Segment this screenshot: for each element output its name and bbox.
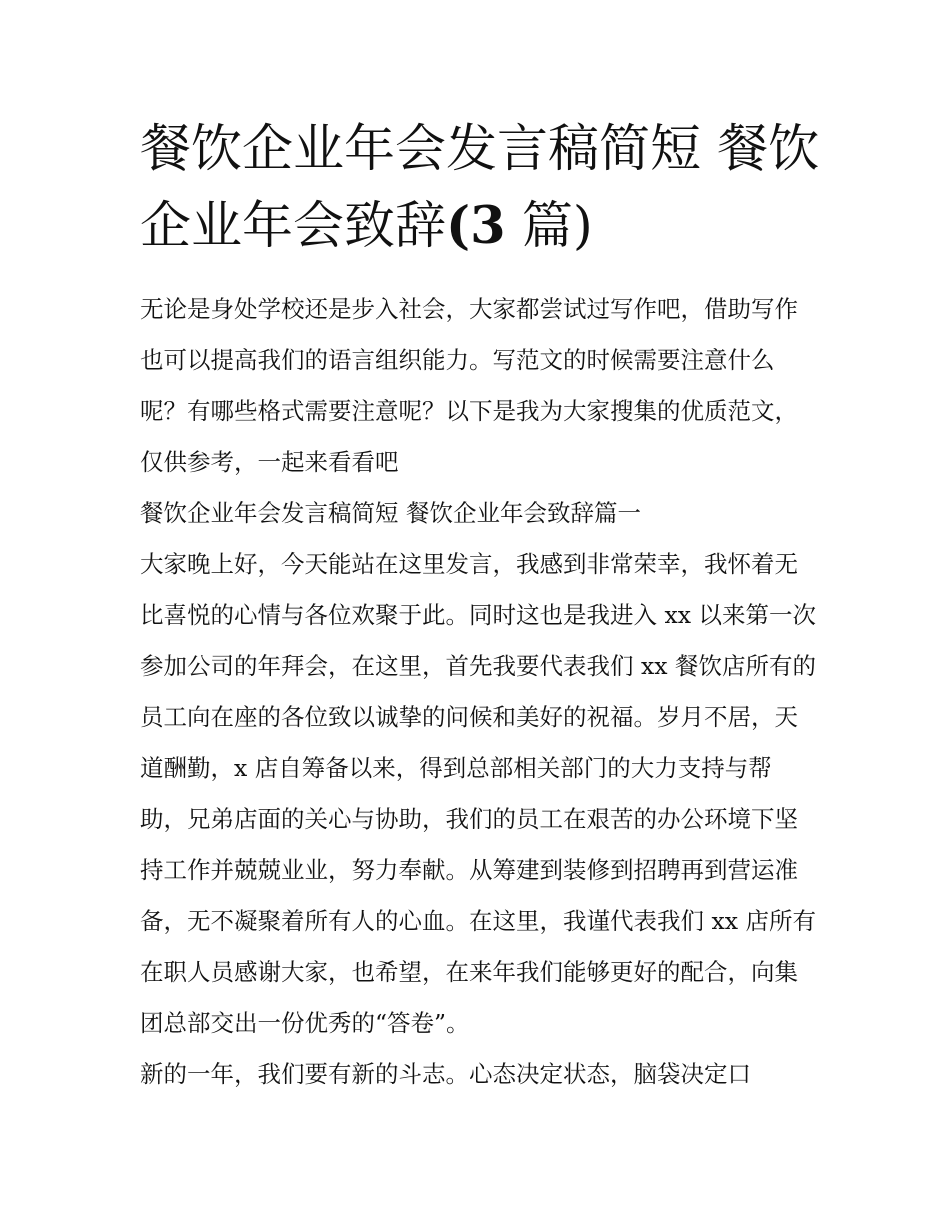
title-text: 餐饮企业年会发言稿简短 餐饮企业年会致辞 [140, 120, 820, 256]
section-heading: 餐饮企业年会发言稿简短 餐饮企业年会致辞篇一 [140, 499, 641, 527]
title-count: (3 [446, 196, 506, 256]
title-suffix: 篇) [505, 197, 593, 256]
document-title [140, 112, 820, 265]
speech-paragraph: 大家晚上好，今天能站在这里发言，我感到非常荣幸，我怀着无比喜悦的心情与各位欢聚于此。同时这也是我进入 xx 以来第一次参加公司的年拜会，在这里，首先我要代表我们 xx 餐饮店所有的员工向在座的各位致以诚挚的问候和美好的祝福。岁月不居，天道酬勤，x 店自筹备以来，得到总部相关部门的大力支持与帮助，兄弟店面的关心与协助，我们的员工在艰苦的办公环境下坚持工作并兢兢业业，努力奉献。从筹建到装修到招聘再到营运准备，无不凝聚着所有人的心血。在这里，我谨代表我们 xx 店所有在职人员感谢大家，也希望，在来年我们能够更好的配合，向集团总部交出一份优秀的“答卷”。 [140, 550, 816, 1037]
intro-paragraph: 无论是身处学校还是步入社会，大家都尝试过写作吧，借助写作也可以提高我们的语言组织能力。写范文的时候需要注意什么呢？有哪些格式需要注意呢？以下是我为大家搜集的优质范文，仅供参考，一起来看看吧 [140, 295, 798, 476]
speech-paragraph-continued: 新的一年，我们要有新的斗志。心态决定状态，脑袋决定口 [140, 1060, 751, 1088]
document-body [140, 284, 816, 1100]
